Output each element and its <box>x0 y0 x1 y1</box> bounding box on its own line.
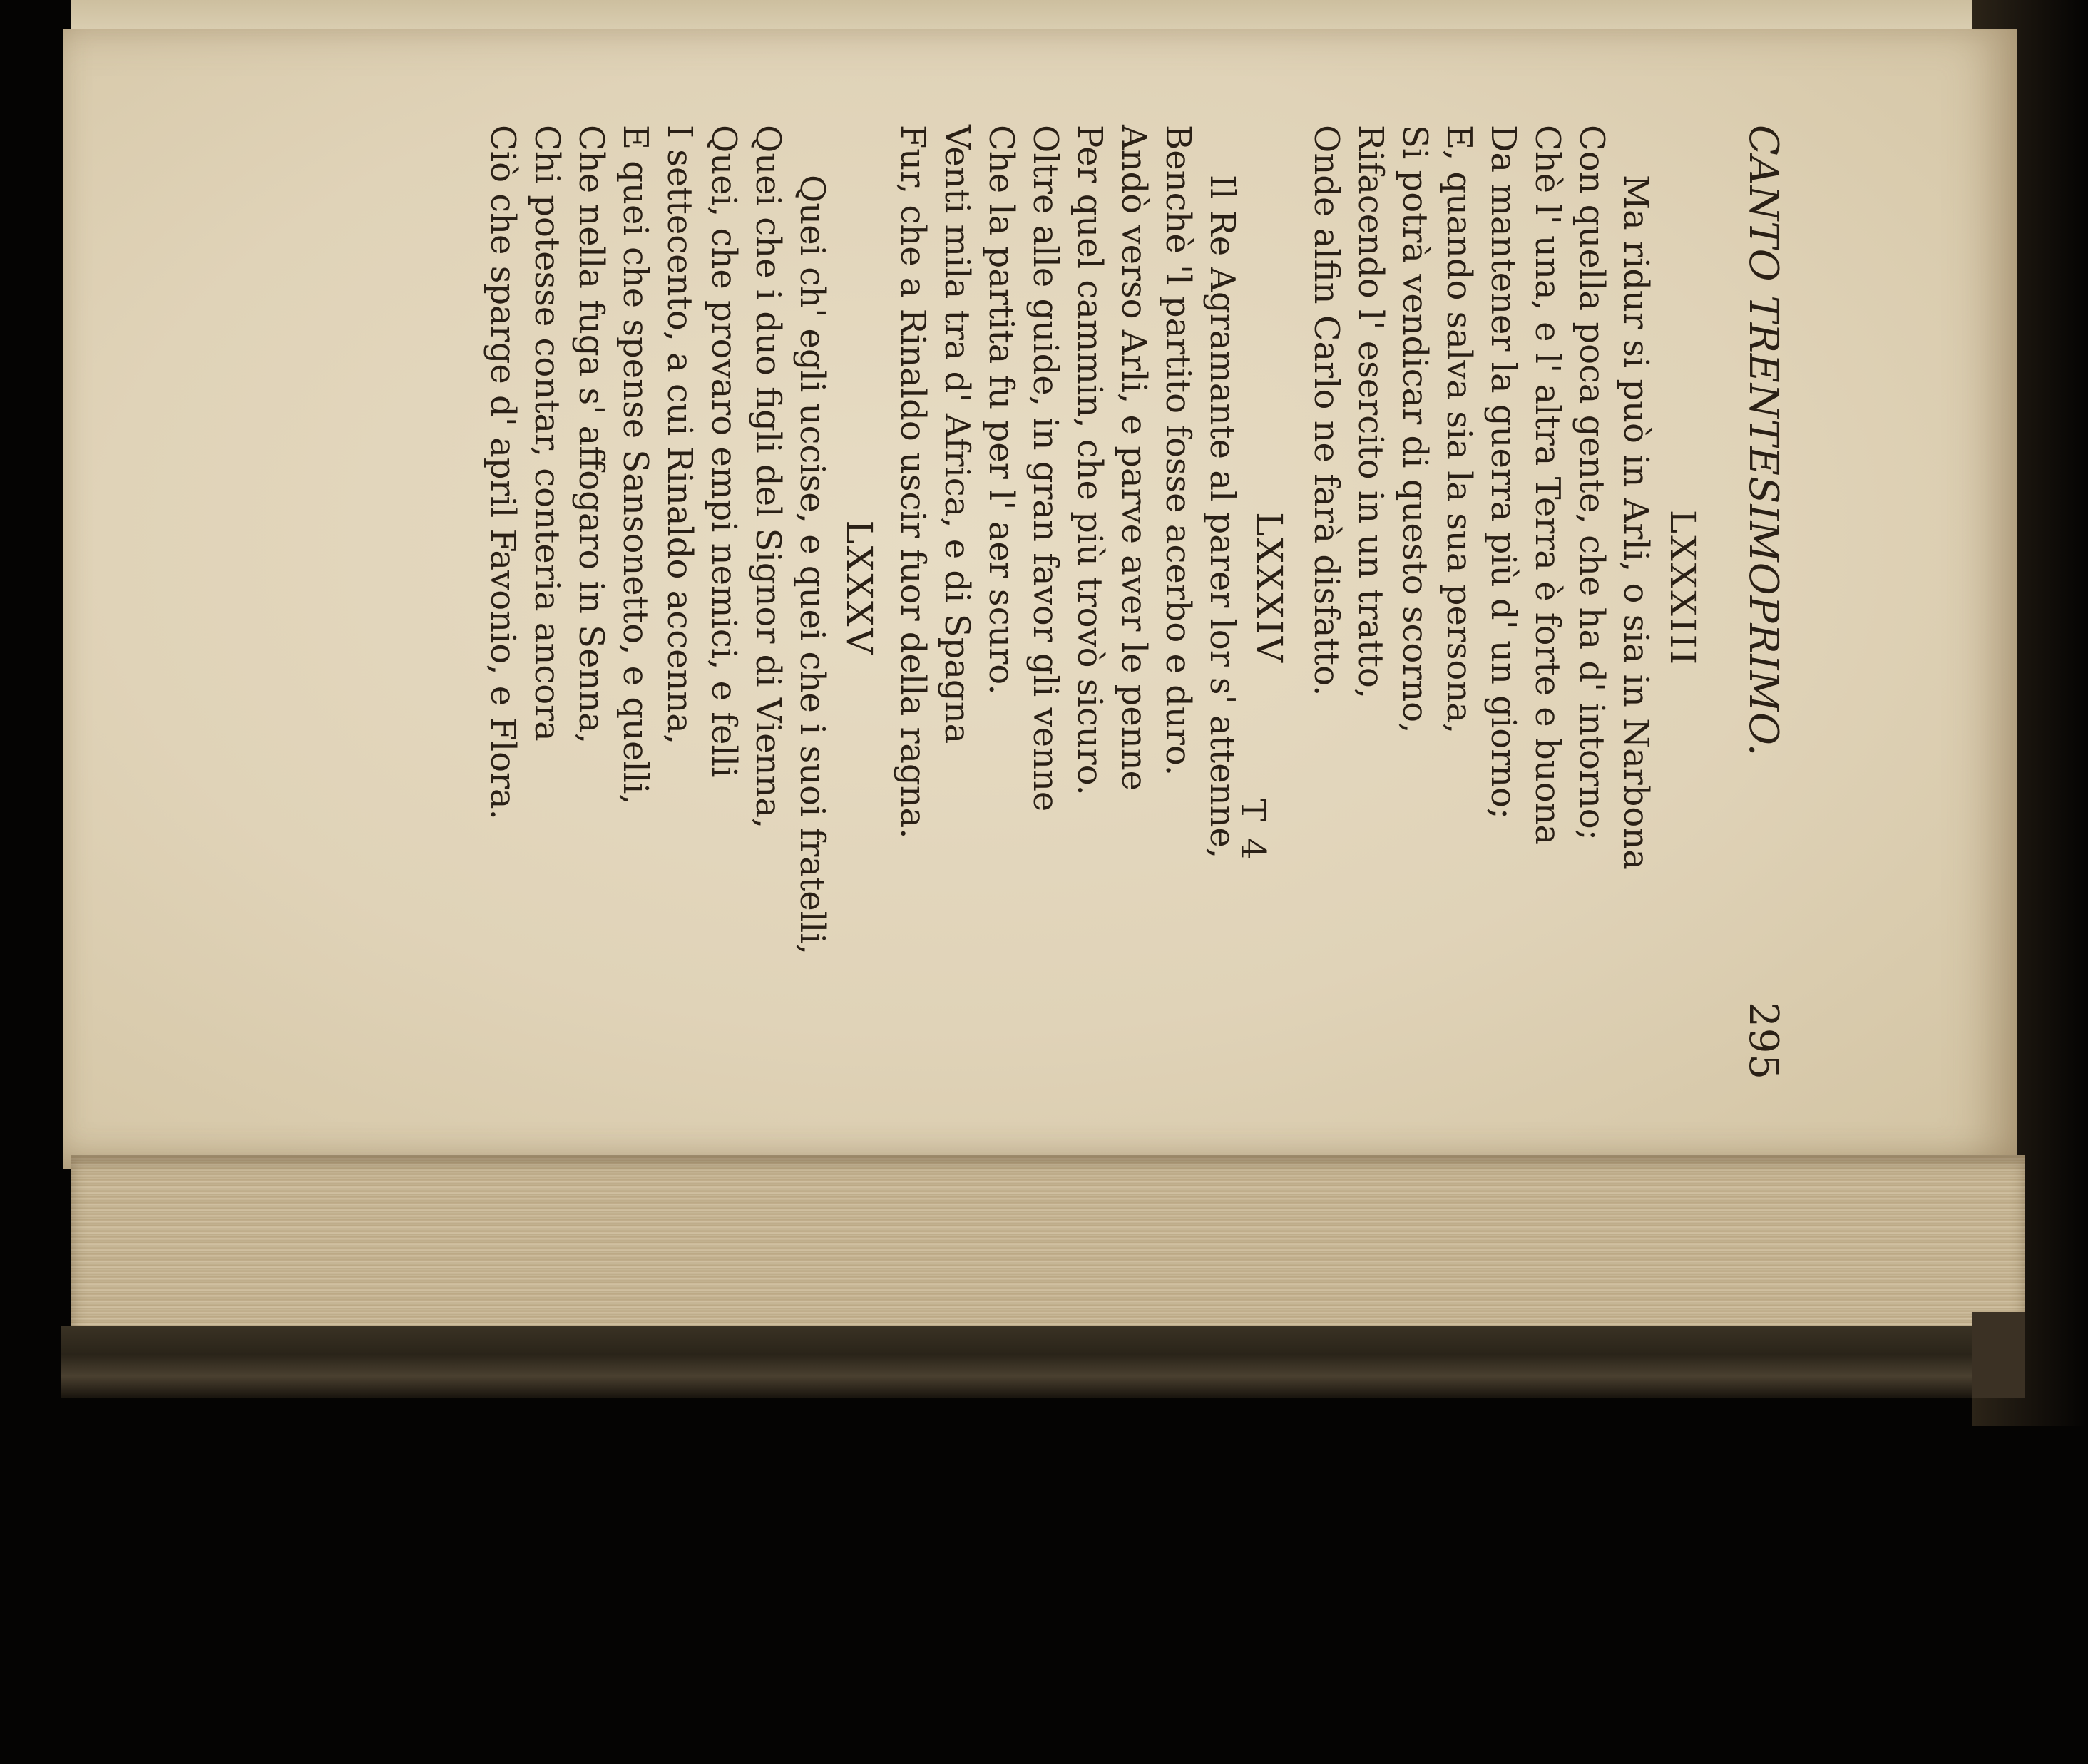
page-number: 295 <box>1740 1002 1786 1080</box>
verse-line: Andò verso Arli, e parve aver le penne <box>1114 125 1154 791</box>
verse-line: Per quel cammin, che più trovò sicuro. <box>1070 125 1110 796</box>
verse-line: Che nella fuga s' affogaro in Senna, <box>571 125 611 744</box>
running-head <box>1729 125 1786 1080</box>
verse-line: Oltre alle guide, in gran favor gli venne <box>1025 125 1065 812</box>
verse-line: Venti mila tra d' Africa, e di Spagna <box>937 125 977 744</box>
stanza-number: LXXXIV <box>1249 512 1290 665</box>
stanza <box>1304 125 1708 1052</box>
signature-mark: T 4 <box>1233 799 1273 863</box>
verse-line: Con quella poca gente, che ha d' intorno; <box>1572 125 1612 841</box>
page-block-edges <box>71 1155 2025 1333</box>
verse-line: Onde alfin Carlo ne farà disfatto. <box>1306 125 1346 697</box>
verse-line: Si potrà vendicar di questo scorno, <box>1395 125 1435 734</box>
stanza-lines <box>481 125 834 1052</box>
verse-line: Chè l' una, e l' altra Terra è forte e buona <box>1527 125 1567 846</box>
verse-line: Che la partita fu per l' aer scuro. <box>981 125 1021 695</box>
stanza <box>481 125 884 1052</box>
verse-line: Quei ch' egli uccise, e quei che i suoi fratelli, <box>792 175 832 955</box>
book-spine-corner <box>1972 1312 2025 1398</box>
stanza-lines <box>1304 125 1658 1052</box>
verse-line: Benchè 'l partito fosse acerbo e duro. <box>1158 125 1198 776</box>
rotated-text-block <box>61 125 1786 1109</box>
verse-line: Rifacendo l' esercito in un tratto, <box>1351 125 1391 699</box>
facing-page-edge <box>71 0 1997 29</box>
verse-line: Ma ridur si può in Arli, o sia in Narbona <box>1616 175 1656 870</box>
verse-line: Il Re Agramante al parer lor s' attenne, <box>1202 175 1242 859</box>
book-cover-edge <box>61 1326 2007 1398</box>
verse-line: Fur, che a Rinaldo uscir fuor della ragna. <box>893 125 933 839</box>
stanza-number: LXXXV <box>839 520 880 657</box>
stanza-lines <box>891 125 1244 1052</box>
verse-line: Quei che i duo figli del Signor di Vienna, <box>748 125 788 829</box>
running-head-title: CANTO TRENTESIMOPRIMO. <box>1740 125 1786 757</box>
stanza <box>891 125 1294 1052</box>
verse-line: I settecento, a cui Rinaldo accenna, <box>660 125 700 745</box>
verse-line: Chi potesse contar, conteria ancora <box>527 125 567 742</box>
stanza-number: LXXXIII <box>1662 509 1704 667</box>
verse-line: E, quando salva sia la sua persona, <box>1439 125 1479 734</box>
verse-line: Quei, che provaro empi nemici, e felli <box>704 125 744 778</box>
verse-line: Ciò che sparge d' april Favonio, e Flora. <box>483 125 523 820</box>
verse-line: Da mantener la guerra più d' un giorno; <box>1483 125 1523 820</box>
verse-line: E quei che spense Sansonetto, e quelli, <box>615 125 655 805</box>
